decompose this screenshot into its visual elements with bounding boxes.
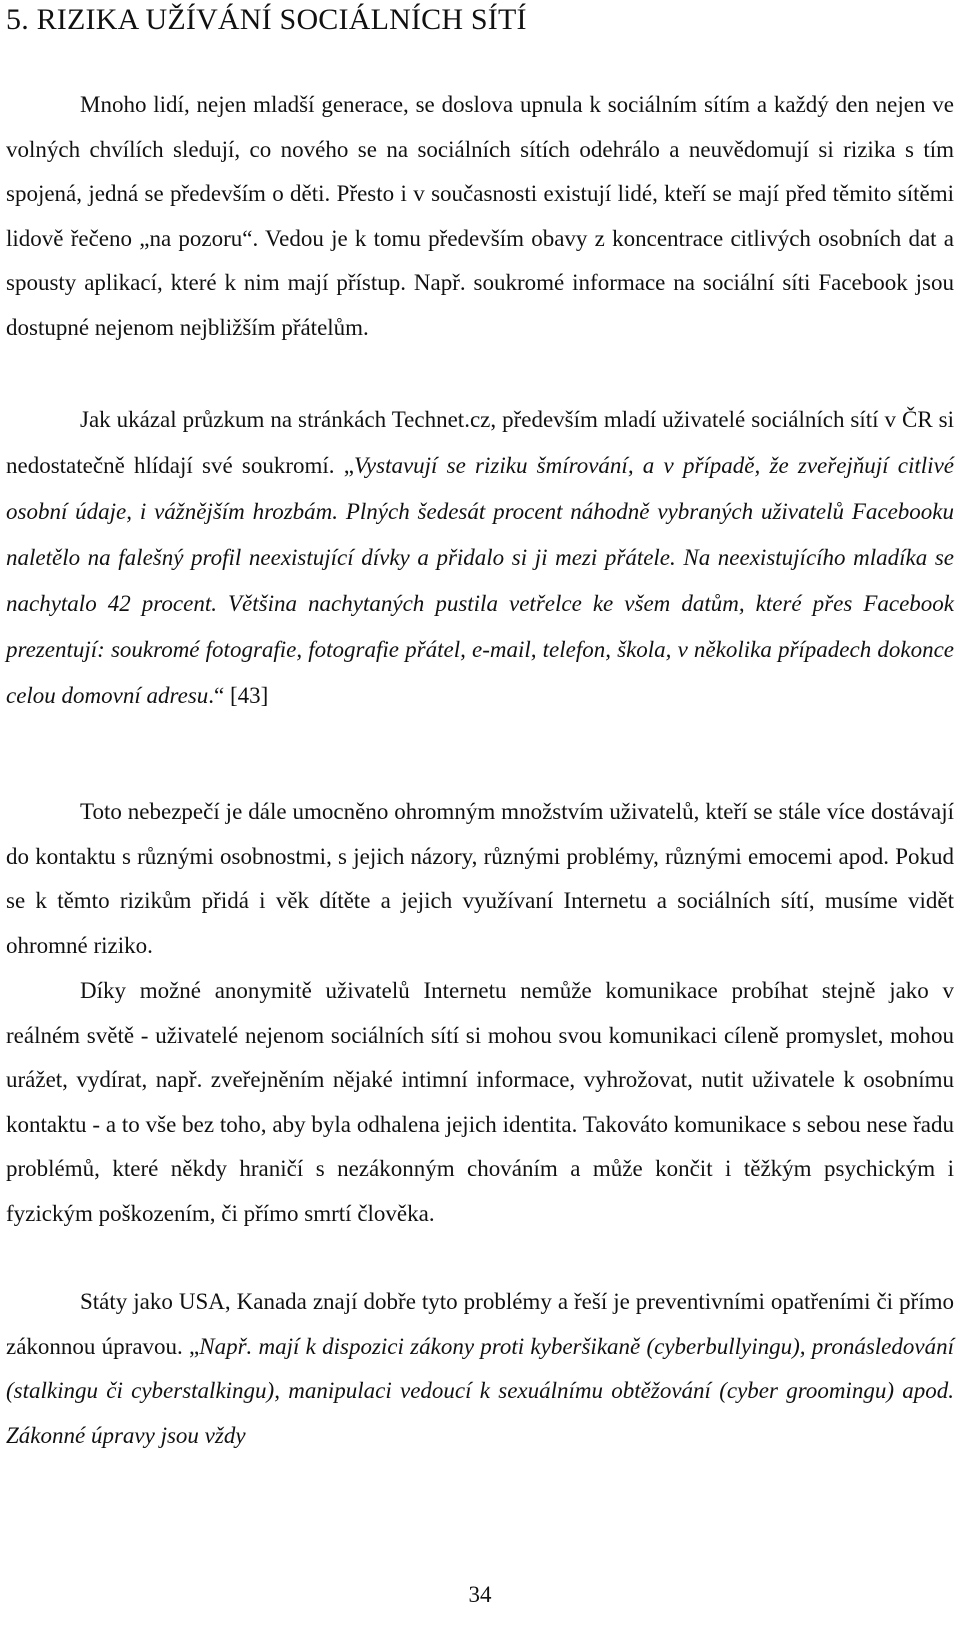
paragraph-danger-amplified	[6, 790, 954, 968]
paragraph-text: Státy jako USA, Kanada znají dobře tyto problémy a řeší je preventivními opatřeními či přímo zákonnou úpravou. „	[6, 1289, 954, 1359]
paragraph-text: Toto nebezpečí je dále umocněno ohromným množstvím uživatelů, kteří se stále více dostávají do kontaktu s různými osobnostmi, s jejich názory, různými problémy, různými emocemi apod. Pokud se k těmto rizikům přidá i věk dítěte a jejich využívaní Internetu a sociálních sítí, musíme vidět ohromné riziko.	[6, 799, 954, 958]
paragraph-text: Díky možné anonymitě uživatelů Internetu nemůže komunikace probíhat stejně jako v reálném světě - uživatelé nejenom sociálních sítí si mohou svou komunikaci cíleně promyslet, mohou urážet, vydírat, např. zveřejněním nějaké intimní informace, vyhrožovat, nutit uživatele k osobnímu kontaktu - a to vše bez toho, aby byla odhalena jejich identita. Takováto komunikace s sebou nese řadu problémů, které někdy hraničí s nezákonným chováním a může končit i těžkým psychickým i fyzickým poškozením, či přímo smrtí člověka.	[6, 978, 954, 1226]
chapter-heading: 5. RIZIKA UŽÍVÁNÍ SOCIÁLNÍCH SÍTÍ	[6, 3, 527, 36]
page-number: 34	[468, 1582, 492, 1607]
paragraph-states-legislation	[6, 1280, 954, 1458]
italic-quotation: Např. mají k dispozici zákony proti kyberšikaně (cyberbullyingu), pronásledování (stalkingu či cyberstalkingu), manipulaci vedoucí k sexuálnímu obtěžování (cyber groomingu) apod. Zákonné úpravy jsou vždy	[6, 1333, 954, 1448]
paragraph-text: Mnoho lidí, nejen mladší generace, se doslova upnula k sociálním sítím a každý den nejen ve volných chvílích sledují, co nového se na sociálních sítích odehrálo a neuvědomují si rizika s tím spojená, jedná se především o děti. Přesto i v současnosti existují lidé, kteří se mají před těmito sítěmi lidově řečeno „na pozoru“. Vedou je k tomu především obavy z koncentrace citlivých osobních dat a spousty aplikací, které k nim mají přístup. Např. soukromé informace na sociální síti Facebook jsou dostupné nejenom nejbližším přátelům.	[6, 92, 954, 340]
paragraph-technet-survey	[6, 397, 954, 719]
paragraph-text: Jak ukázal průzkum na stránkách Technet.cz, především mladí uživatelé sociálních sítí v ČR si nedostatečně hlídají své soukromí. „	[6, 407, 954, 478]
paragraph-social-networks-risks	[6, 83, 954, 351]
italic-quotation: Vystavují se riziku šmírování, a v případě, že zveřejňují citlivé osobní údaje, i vážnějším hrozbám. Plných šedesát procent náhodně vybraných uživatelů Facebooku naletělo na falešný profil neexistující dívky a přidalo si ji mezi přátele. Na neexistujícího mladíka se nachytalo 42 procent. Většina nachytaných pustila vetřelce ke všem datům, které přes Facebook prezentují: soukromé fotografie, fotografie přátel, e-mail, telefon, škola, v několika případech dokonce celou domovní adresu	[6, 453, 954, 708]
paragraph-anonymity	[6, 969, 954, 1237]
citation-text: .“ [43]	[208, 683, 269, 708]
